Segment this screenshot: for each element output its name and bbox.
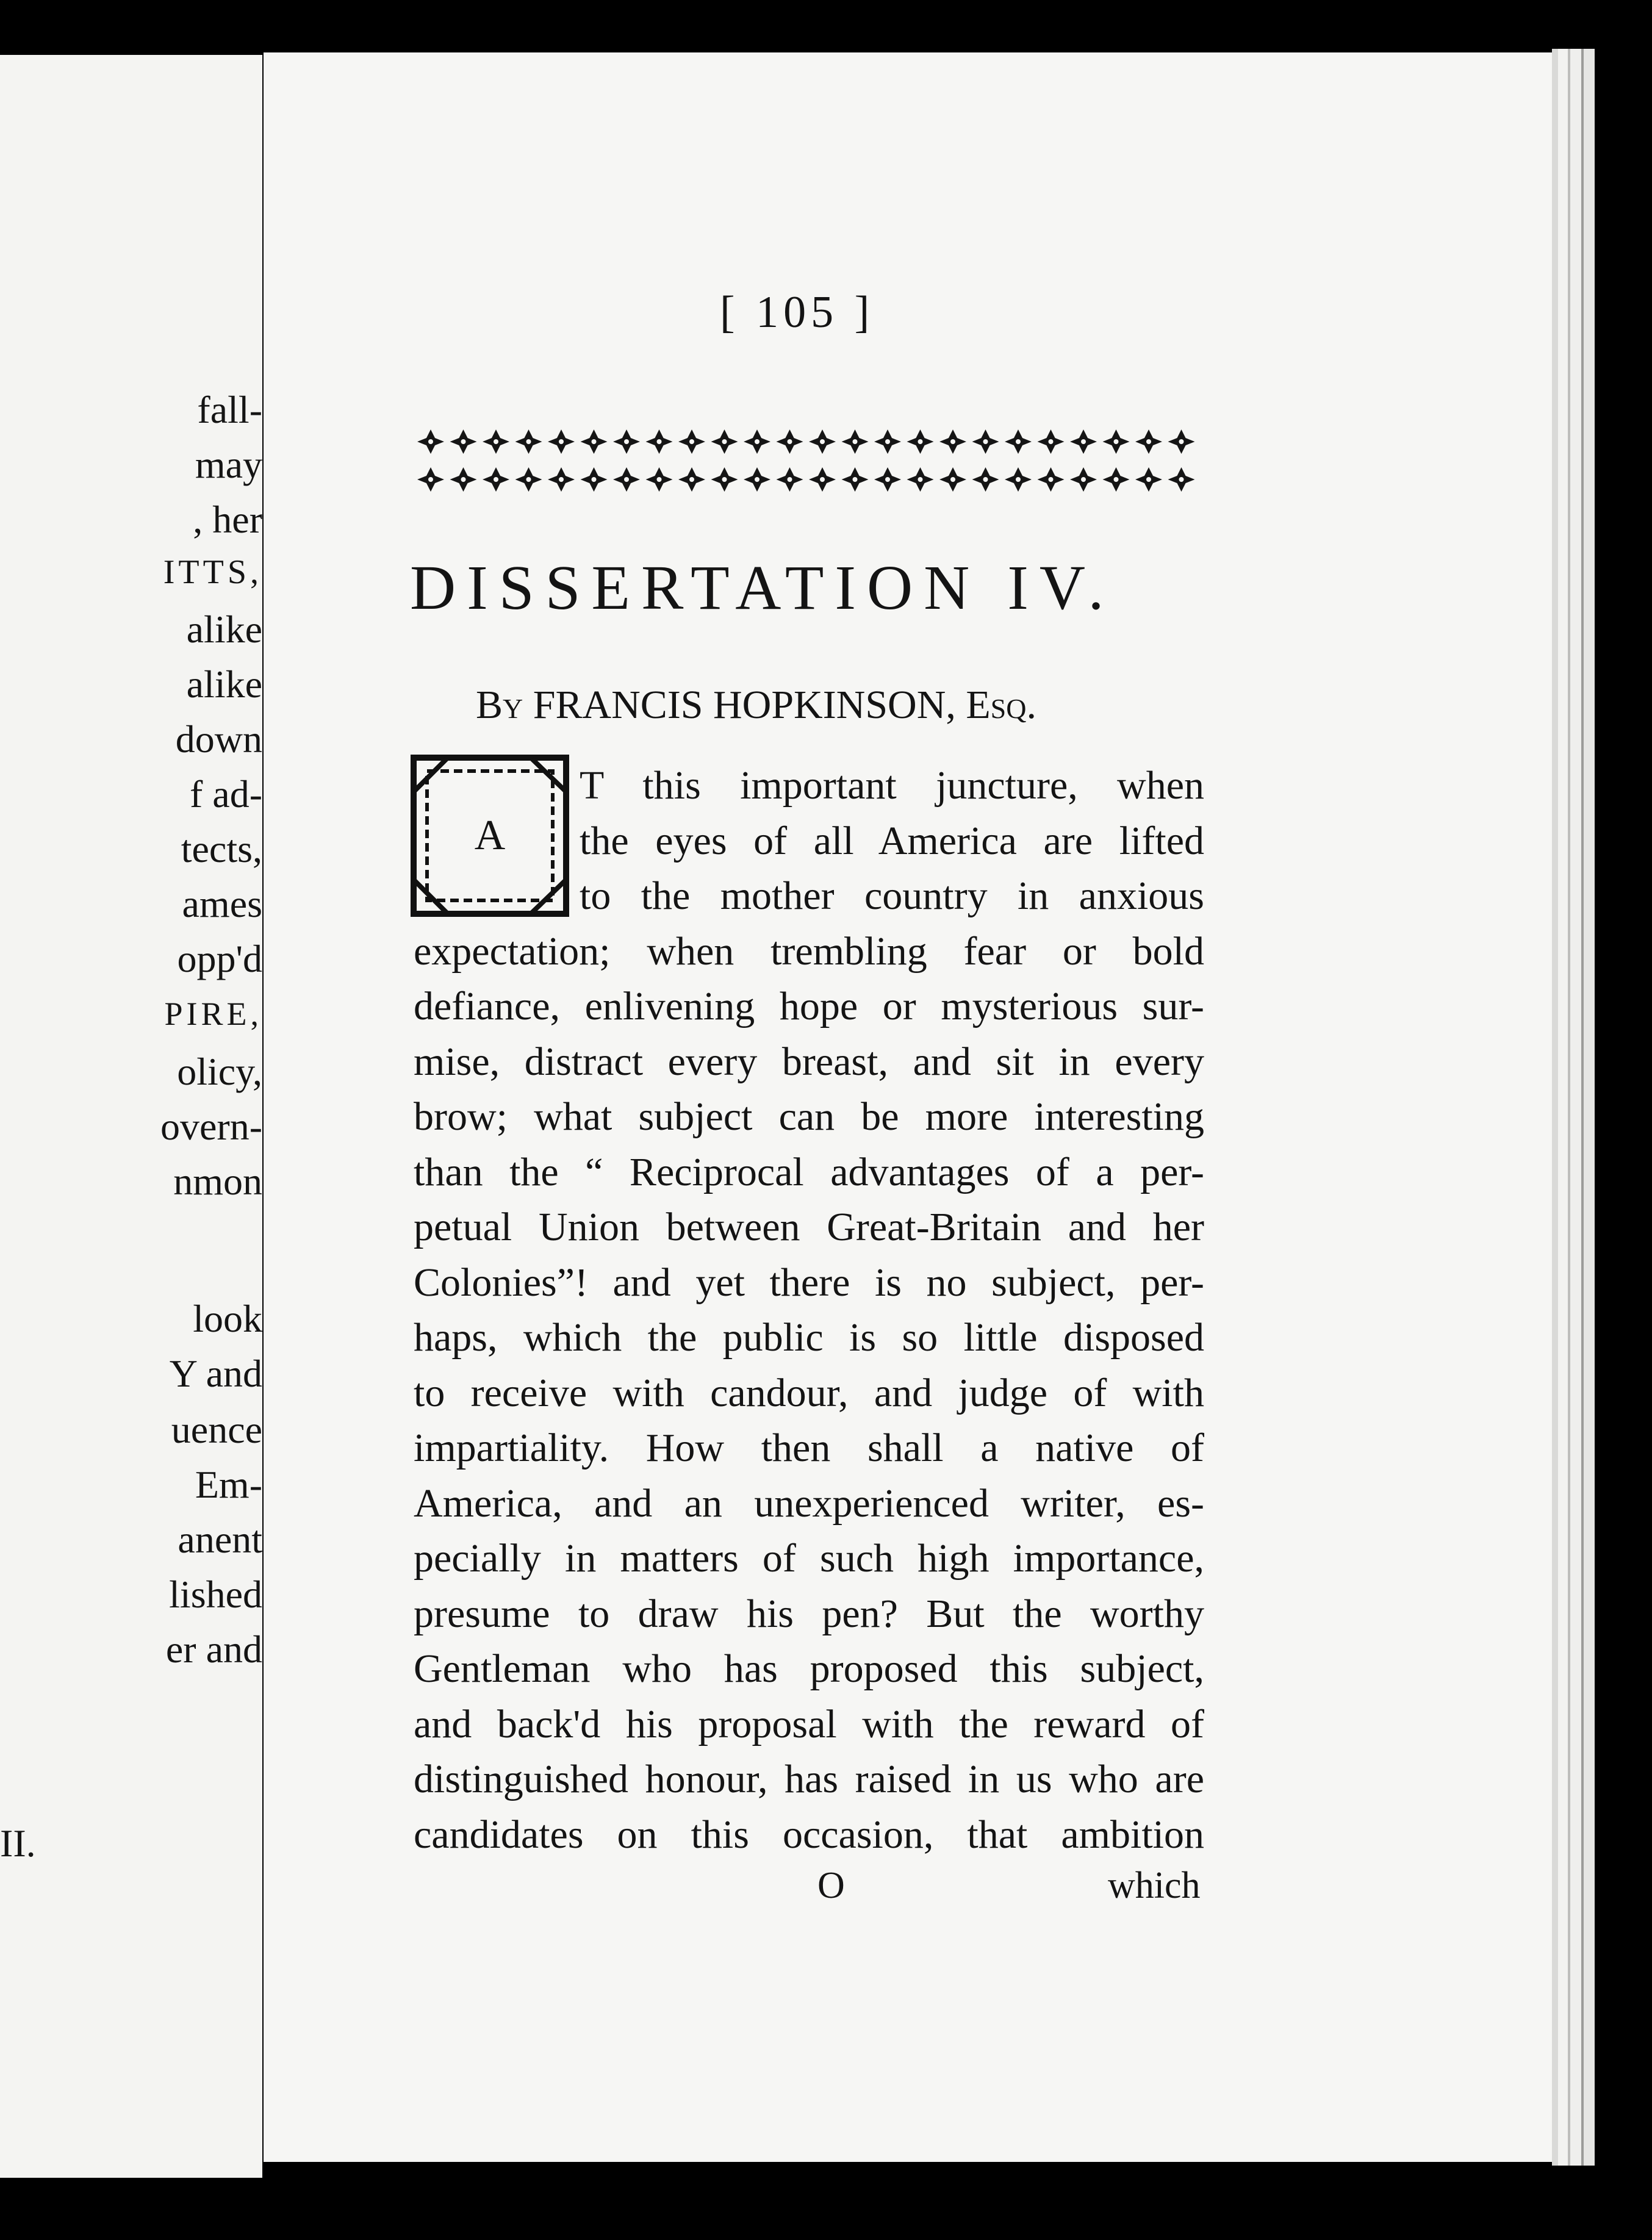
fleuron-icon bbox=[1168, 467, 1195, 492]
text-line: haps, which the public is so little disposed bbox=[414, 1315, 1204, 1360]
fleuron-icon bbox=[842, 429, 869, 454]
fleuron-icon bbox=[450, 429, 477, 454]
left-line: tects, bbox=[181, 827, 262, 871]
fleuron-icon bbox=[1070, 467, 1097, 492]
fleuron-icon bbox=[711, 467, 738, 492]
fleuron-icon bbox=[548, 429, 575, 454]
chapter-title: DISSERTATION IV. bbox=[410, 553, 1115, 623]
fleuron-icon bbox=[809, 467, 836, 492]
left-line: , her bbox=[193, 498, 262, 541]
fleuron-icon bbox=[515, 429, 542, 454]
fleuron-icon bbox=[613, 429, 640, 454]
fleuron-icon bbox=[939, 429, 966, 454]
fleuron-icon bbox=[417, 467, 444, 492]
fleuron-icon bbox=[711, 429, 738, 454]
fleuron-icon bbox=[1005, 429, 1032, 454]
fleuron-icon bbox=[874, 467, 901, 492]
text-line: to receive with candour, and judge of with bbox=[414, 1370, 1204, 1415]
left-line: opp'd bbox=[177, 937, 262, 980]
left-line: II. bbox=[0, 1822, 36, 1865]
text-line: America, and an unexperienced writer, es- bbox=[414, 1481, 1204, 1526]
text-line: to the mother country in anxious bbox=[580, 874, 1204, 918]
drop-cap-letter: A bbox=[474, 812, 506, 859]
fleuron-icon bbox=[1103, 467, 1130, 492]
fleuron-icon bbox=[907, 429, 934, 454]
text-line: candidates on this occasion, that ambition bbox=[414, 1812, 1204, 1857]
fleuron-icon bbox=[646, 467, 673, 492]
text-line: distinguished honour, has raised in us who are bbox=[414, 1757, 1204, 1801]
text-line: pecially in matters of such high importance, bbox=[414, 1536, 1204, 1581]
text-line: brow; what subject can be more interesting bbox=[414, 1094, 1204, 1139]
page-number: [ 105 ] bbox=[720, 287, 875, 337]
fleuron-icon bbox=[581, 429, 608, 454]
text-line: mise, distract every breast, and sit in every bbox=[414, 1039, 1204, 1084]
text-line: defiance, enlivening hope or mysterious sur- bbox=[414, 984, 1204, 1028]
left-line: ITTS, bbox=[163, 553, 262, 591]
fleuron-icon bbox=[548, 467, 575, 492]
fleuron-icon bbox=[1070, 429, 1097, 454]
left-line: Y and bbox=[169, 1352, 262, 1395]
left-line: fall- bbox=[197, 388, 262, 431]
left-line: down bbox=[175, 717, 262, 761]
text-line: the eyes of all America are lifted bbox=[580, 818, 1204, 863]
fleuron-icon bbox=[515, 467, 542, 492]
fleuron-icon bbox=[613, 467, 640, 492]
text-line: than the “ Reciprocal advantages of a per- bbox=[414, 1149, 1204, 1194]
left-line: uence bbox=[171, 1408, 262, 1451]
left-line: f ad- bbox=[189, 772, 262, 816]
left-line: PIRE, bbox=[164, 996, 262, 1032]
left-line: look bbox=[193, 1297, 262, 1340]
fleuron-icon bbox=[842, 467, 869, 492]
fleuron-icon bbox=[907, 467, 934, 492]
fleuron-icon bbox=[809, 429, 836, 454]
signature-mark: O bbox=[817, 1865, 845, 1906]
fleuron-icon bbox=[874, 429, 901, 454]
fleuron-icon bbox=[417, 429, 444, 454]
left-line: Em- bbox=[195, 1463, 262, 1506]
fleuron-icon bbox=[777, 429, 803, 454]
page-edge bbox=[1552, 49, 1595, 2166]
text-line: Gentleman who has proposed this subject, bbox=[414, 1646, 1204, 1691]
fleuron-icon bbox=[939, 467, 966, 492]
text-line: petual Union between Great-Britain and her bbox=[414, 1205, 1204, 1249]
fleuron-icon bbox=[483, 467, 509, 492]
left-line: may bbox=[195, 443, 262, 486]
fleuron-icon bbox=[972, 429, 999, 454]
left-line: ames bbox=[182, 882, 262, 925]
left-page bbox=[0, 55, 262, 2178]
fleuron-icon bbox=[1005, 467, 1032, 492]
text-line: presume to draw his pen? But the worthy bbox=[414, 1591, 1204, 1636]
fleuron-icon bbox=[744, 467, 770, 492]
fleuron-icon bbox=[1168, 429, 1195, 454]
fleuron-icon bbox=[450, 467, 477, 492]
left-line: nmon bbox=[173, 1160, 262, 1203]
left-line: er and bbox=[165, 1628, 262, 1671]
fleuron-icon bbox=[483, 429, 509, 454]
fleuron-icon bbox=[777, 467, 803, 492]
fleuron-icon bbox=[678, 429, 705, 454]
ornament-band bbox=[415, 421, 1202, 500]
fleuron-icon bbox=[1103, 429, 1130, 454]
fleuron-icon bbox=[1135, 467, 1162, 492]
fleuron-icon bbox=[646, 429, 673, 454]
left-line: alike bbox=[186, 608, 262, 651]
text-line: and back'd his proposal with the reward of bbox=[414, 1701, 1204, 1746]
left-line: alike bbox=[186, 662, 262, 706]
fleuron-icon bbox=[1135, 429, 1162, 454]
fleuron-icon bbox=[581, 467, 608, 492]
text-line: T this important juncture, when bbox=[580, 763, 1204, 808]
left-line: lished bbox=[169, 1573, 262, 1616]
left-line: anent bbox=[178, 1518, 262, 1561]
fleuron-icon bbox=[678, 467, 705, 492]
text-line: impartiality. How then shall a native of bbox=[414, 1426, 1204, 1470]
author-byline: By FRANCIS HOPKINSON, Esq. bbox=[476, 683, 1036, 727]
catchword: which bbox=[1108, 1865, 1201, 1906]
decorated-initial bbox=[410, 754, 570, 917]
fleuron-icon bbox=[744, 429, 770, 454]
left-line: olicy, bbox=[177, 1050, 262, 1093]
fleuron-icon bbox=[1038, 467, 1065, 492]
fleuron-icon bbox=[1038, 429, 1065, 454]
text-line: Colonies”! and yet there is no subject, per- bbox=[414, 1260, 1204, 1305]
fleuron-icon bbox=[972, 467, 999, 492]
left-line: overn- bbox=[160, 1105, 262, 1148]
text-line: expectation; when trembling fear or bold bbox=[414, 928, 1204, 974]
